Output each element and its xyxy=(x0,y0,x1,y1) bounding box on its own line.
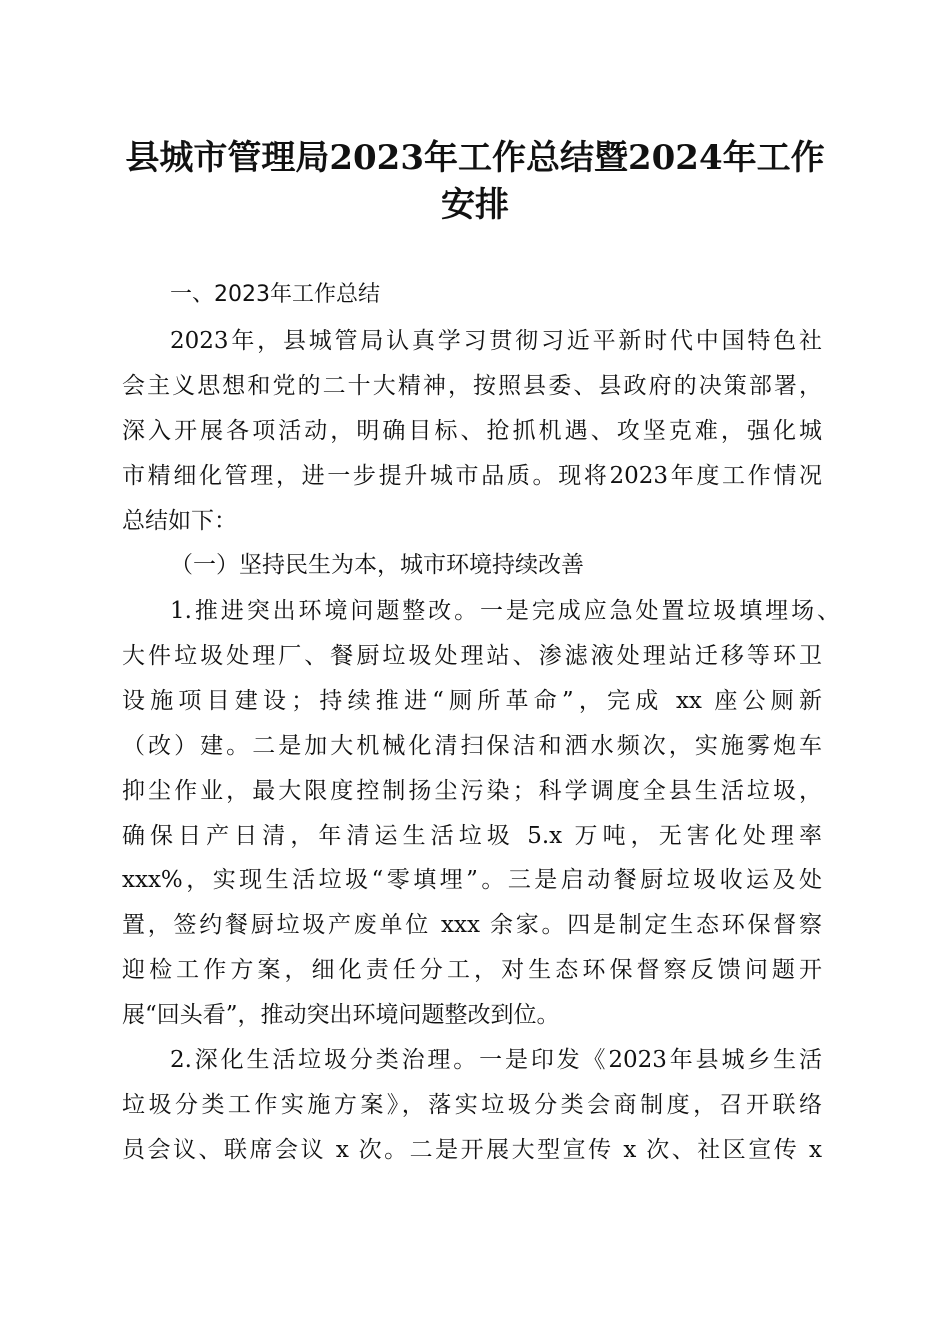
document-title-line-2: 安排 xyxy=(441,185,509,225)
paragraph-line: 1.推进突出环境问题整改。一是完成应急处置垃圾填埋场、 xyxy=(170,598,840,624)
paragraph-line: 垃圾分类工作实施方案》，落实垃圾分类会商制度，召开联络 xyxy=(122,1092,822,1118)
paragraph-line: 迎检工作方案，细化责任分工，对生态环保督察反馈问题开 xyxy=(122,957,822,983)
paragraph-line: （改）建。二是加大机械化清扫保洁和洒水频次，实施雾炮车 xyxy=(122,733,822,759)
paragraph-line: 员会议、联席会议 x 次。二是开展大型宣传 x 次、社区宣传 x xyxy=(122,1137,822,1163)
paragraph-line: xxx%，实现生活垃圾“零填埋”。三是启动餐厨垃圾收运及处 xyxy=(122,867,822,893)
paragraph-line: 置，签约餐厨垃圾产废单位 xxx 余家。四是制定生态环保督察 xyxy=(122,912,822,938)
paragraph-line: 展“回头看”，推动突出环境问题整改到位。 xyxy=(122,1002,560,1028)
paragraph-line: 抑尘作业，最大限度控制扬尘污染；科学调度全县生活垃圾， xyxy=(122,778,822,804)
paragraph-line: 深入开展各项活动，明确目标、抢抓机遇、攻坚克难，强化城 xyxy=(122,418,822,444)
paragraph-line: 2023年，县城管局认真学习贯彻习近平新时代中国特色社 xyxy=(170,328,822,354)
section-heading: 一、2023年工作总结 xyxy=(170,282,380,307)
paragraph-line: 大件垃圾处理厂、餐厨垃圾处理站、渗滤液处理站迁移等环卫 xyxy=(122,643,822,669)
subsection-heading: （一）坚持民生为本，城市环境持续改善 xyxy=(170,552,584,578)
paragraph-line: 2.深化生活垃圾分类治理。一是印发《2023年县城乡生活 xyxy=(170,1047,822,1073)
paragraph-line: 市精细化管理，进一步提升城市品质。现将2023年度工作情况 xyxy=(122,463,822,489)
paragraph-line: 总结如下： xyxy=(122,508,237,534)
paragraph-line: 会主义思想和党的二十大精神，按照县委、县政府的决策部署， xyxy=(122,373,822,399)
document-title-line-1: 县城市管理局2023年工作总结暨2024年工作 xyxy=(125,138,825,178)
paragraph-line: 设施项目建设；持续推进“厕所革命”，完成 xx 座公厕新 xyxy=(122,688,822,714)
paragraph-line: 确保日产日清，年清运生活垃圾 5.x 万吨，无害化处理率 xyxy=(122,823,822,849)
